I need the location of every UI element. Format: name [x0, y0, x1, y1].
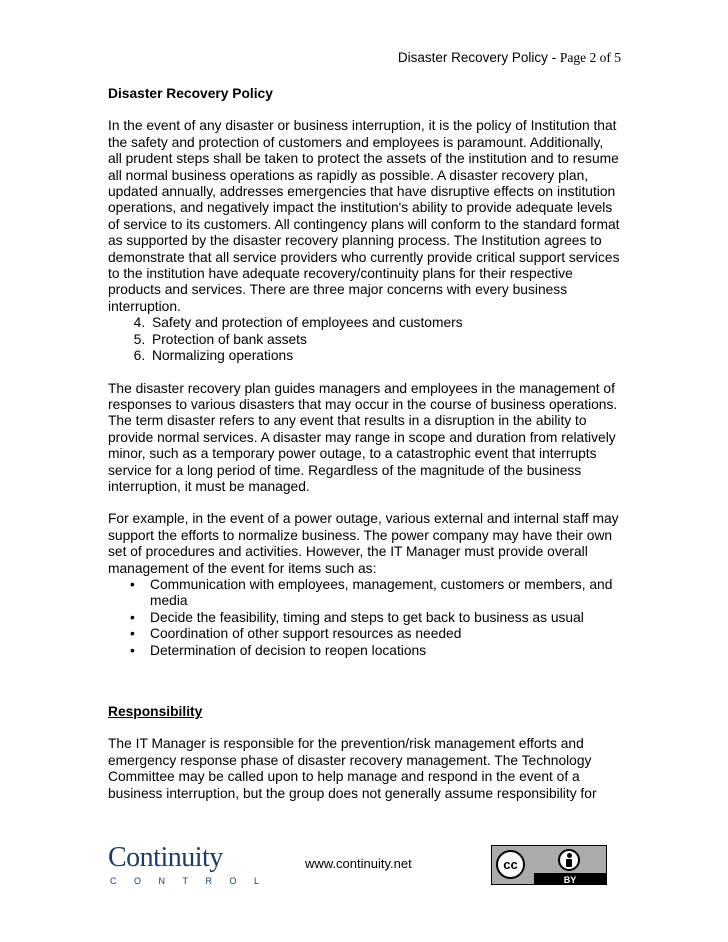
plan-paragraph: The disaster recovery plan guides managers and employees in the management of responses to various disasters that may occur in the course of business operations. The term disaster refers to any event that results in a disruption in the ability to provide normal services. A disaster may range in scope and duration from relatively minor, such as a temporary power outage, to a catastrophic event that interrupts service for a long period of time. Regardless of the magnitude of the business interruption, it must be managed.: [108, 380, 618, 494]
list-item: • Decide the feasibility, timing and steps to get back to business as usual: [150, 610, 620, 626]
document-body: [108, 86, 620, 802]
list-item: • Communication with employees, management, customers or members, and media: [150, 577, 620, 610]
list-item: 4. Safety and protection of employees and customers: [149, 315, 620, 331]
intro-paragraph: In the event of any disaster or business interruption, it is the policy of Institution that the safety and protection of customers and employees is paramount. Additionally, all prudent steps shall be taken to protect the assets of the institution and to resume all normal business operations as rapidly as possible. A disaster recovery plan, updated annually, addresses emergencies that have disruptive effects on institution operations, and negatively impact the institution's ability to provide adequate levels of service to its customers. All contingency plans will conform to the standard format as supported by the disaster recovery planning process. The Institution agrees to demonstrate that all service providers who currently provide critical support services to the institution have adequate recovery/continuity plans for their respective products and services. There are three major concerns with every business interruption.: [108, 118, 620, 314]
logo-subtext: CONTROL: [110, 876, 277, 886]
example-paragraph: For example, in the event of a power outage, various external and internal staff may support the efforts to normalize business. The power company may have their own set of procedures and activities. However, the IT Manager must provide overall management of the event for items such as:: [108, 511, 619, 576]
by-label: BY: [563, 875, 577, 885]
list-item: • Determination of decision to reopen locations: [150, 643, 620, 659]
page-footer: [0, 840, 728, 900]
page-header: [398, 50, 621, 66]
list-item: 5. Protection of bank assets: [149, 332, 620, 348]
responsibility-paragraph: The IT Manager is responsible for the prevention/risk management efforts and emergency response phase of disaster recovery management. The Technology Committee may be called upon to help manage and respond in the event of a business interruption, but the group does not generally assume responsibility for: [108, 736, 597, 801]
continuity-logo: [108, 840, 277, 890]
creative-commons-badge: [491, 845, 607, 885]
section-heading-responsibility: Responsibility: [108, 704, 203, 719]
by-band: [534, 873, 606, 884]
section-heading-disaster-recovery: Disaster Recovery Policy: [108, 86, 273, 101]
page-number: Page 2 of 5: [559, 50, 621, 65]
cc-icon: cc: [496, 850, 525, 879]
tasks-list: [108, 577, 620, 659]
attribution-person-icon: [558, 849, 580, 871]
logo-wordmark: Continuity: [108, 842, 223, 873]
header-title: Disaster Recovery Policy -: [397, 50, 560, 65]
list-item: 6. Normalizing operations: [149, 348, 620, 364]
footer-url: www.continuity.net: [305, 856, 412, 871]
concerns-list: [108, 315, 620, 364]
list-item: • Coordination of other support resources as needed: [150, 626, 620, 642]
